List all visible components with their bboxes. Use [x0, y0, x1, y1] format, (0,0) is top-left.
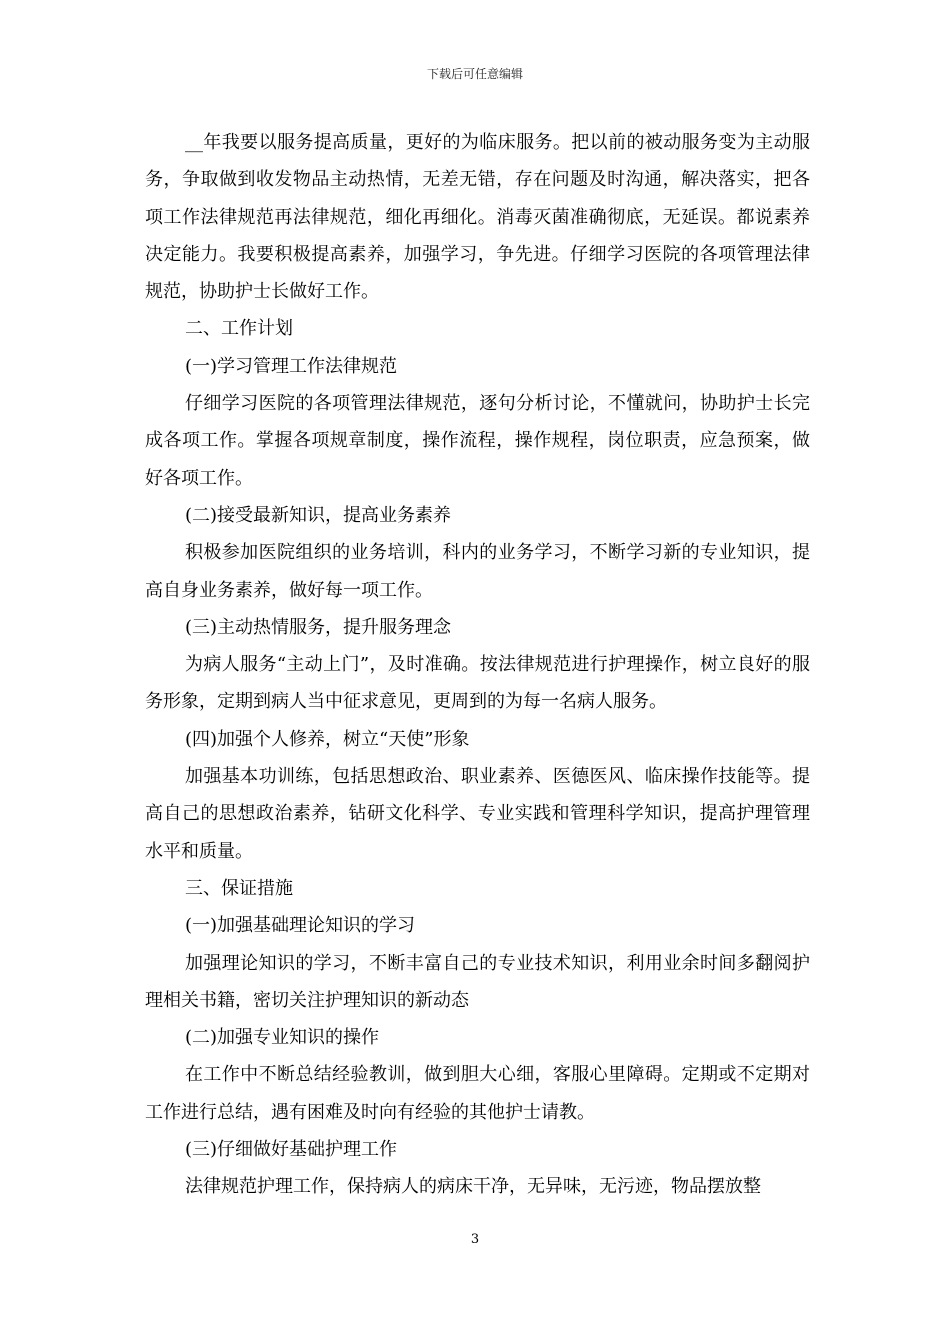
paragraph-basic-nursing: 法律规范护理工作，保持病人的病床干净，无异味，无污迹，物品摆放整: [185, 1176, 761, 1198]
section-heading-guarantee-measures: 三、保证措施: [185, 877, 293, 899]
subheading-basic-theory: (一)加强基础理论知识的学习: [185, 915, 416, 937]
page-number: 3: [470, 1232, 480, 1247]
page-header: 下载后可任意编辑: [426, 67, 523, 81]
paragraph-basic-theory: 加强理论知识的学习，不断丰富自己的专业技术知识，利用业余时间多翻阅护理相关书籍，密切关注护理知识的新动态: [145, 952, 810, 1011]
paragraph-personal-cultivation: 加强基本功训练，包括思想政治、职业素养、医德医风、临床操作技能等。提高自己的思想政治素养，钻研文化科学、专业实践和管理科学知识，提高护理管理水平和质量。: [145, 766, 810, 862]
paragraph-active-service: 为病人服务“主动上门”，及时准确。按法律规范进行护理操作，树立良好的服务形象，定期到病人当中征求意见，更周到的为每一名病人服务。: [145, 654, 810, 713]
document-body: [145, 124, 810, 1206]
subheading-basic-nursing: (三)仔细做好基础护理工作: [185, 1139, 398, 1161]
subheading-professional-operation: (二)加强专业知识的操作: [185, 1027, 380, 1049]
subheading-active-service: (三)主动热情服务，提升服务理念: [185, 616, 452, 638]
subheading-new-knowledge: (二)接受最新知识，提高业务素养: [185, 504, 452, 526]
paragraph-commitment: __年我要以服务提高质量，更好的为临床服务。把以前的被动服务变为主动服务，争取做到收发物品主动热情，无差无错，存在问题及时沟通，解决落实，把各项工作法律规范再法律规范，细化再细化。消毒灭菌准确彻底，无延误。都说素养决定能力。我要积极提高素养，加强学习，争先进。仔细学习医院的各项管理法律规范，协助护士长做好工作。: [145, 132, 810, 303]
paragraph-new-knowledge: 积极参加医院组织的业务培训，科内的业务学习，不断学习新的专业知识，提高自身业务素养，做好每一项工作。: [145, 542, 810, 601]
paragraph-study-regulations: 仔细学习医院的各项管理法律规范，逐句分析讨论，不懂就问，协助护士长完成各项工作。掌握各项规章制度，操作流程，操作规程，岗位职责，应急预案，做好各项工作。: [145, 393, 810, 489]
section-heading-work-plan: 二、工作计划: [185, 318, 293, 340]
subheading-personal-cultivation: (四)加强个人修养，树立“天使”形象: [185, 728, 470, 750]
paragraph-professional-operation: 在工作中不断总结经验教训，做到胆大心细，客服心里障碍。定期或不定期对工作进行总结，遇有困难及时向有经验的其他护士请教。: [145, 1064, 810, 1123]
subheading-study-regulations: (一)学习管理工作法律规范: [185, 355, 398, 377]
